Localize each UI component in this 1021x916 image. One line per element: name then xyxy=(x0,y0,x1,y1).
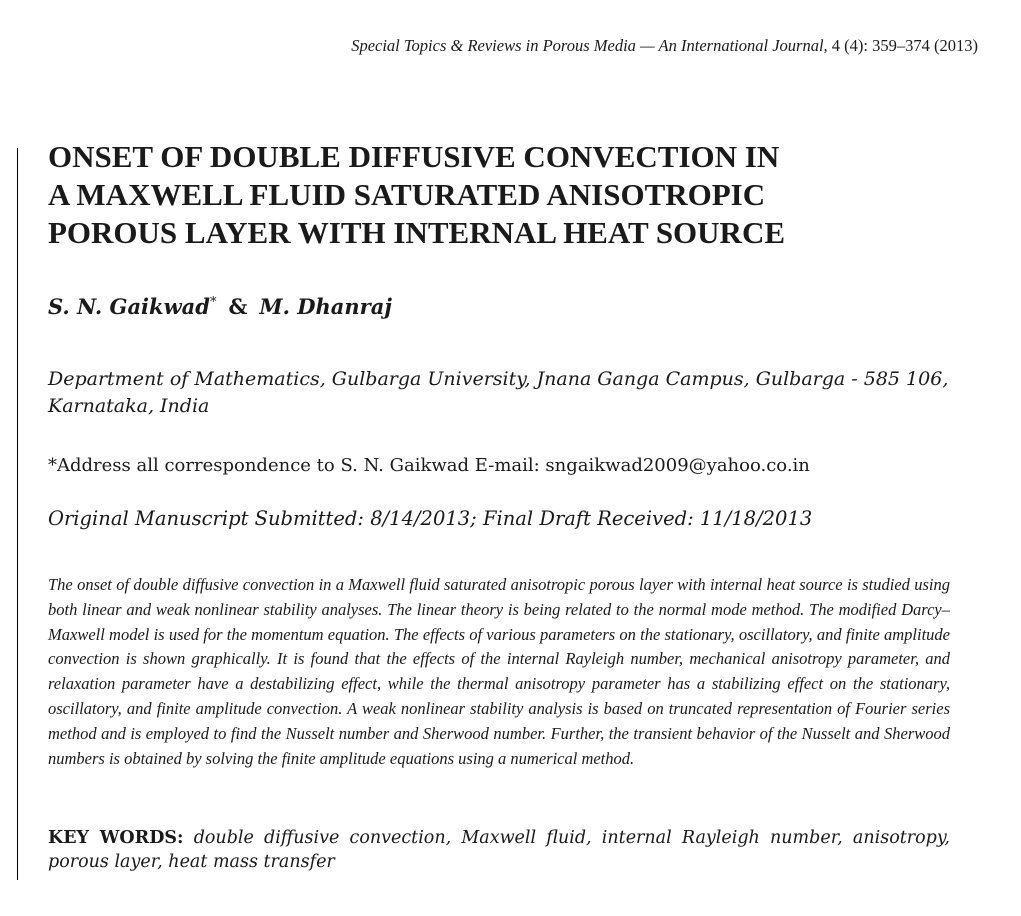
running-head xyxy=(351,36,978,56)
journal-citation: 4 (4): 359–374 (2013) xyxy=(831,36,978,55)
manuscript-dates: Original Manuscript Submitted: 8/14/2013; Final Draft Received: 11/18/2013 xyxy=(48,507,813,530)
affiliation-line: Department of Mathematics, Gulbarga University, Jnana Ganga Campus, Gulbarga - 585 106, xyxy=(48,368,949,390)
author-separator: & xyxy=(228,294,248,319)
journal-name: Special Topics & Reviews in Porous Media — An International Journal, xyxy=(351,36,828,55)
author-list xyxy=(48,294,392,319)
keywords-label: KEY WORDS: xyxy=(48,828,184,848)
correspondence-note: *Address all correspondence to S. N. Gaikwad E-mail: sngaikwad2009@yahoo.co.in xyxy=(48,455,810,476)
affiliation xyxy=(48,366,978,420)
keywords xyxy=(48,826,950,874)
margin-rule xyxy=(17,148,18,880)
author-name: M. Dhanraj xyxy=(259,294,392,319)
title-line: ONSET OF DOUBLE DIFFUSIVE CONVECTION IN xyxy=(48,139,780,174)
affiliation-line: Karnataka, India xyxy=(48,395,210,417)
corresponding-mark: * xyxy=(209,295,217,310)
keywords-text: double diffusive convection, Maxwell fluid, internal Rayleigh number, anisotropy, porous layer, heat mass transfer xyxy=(48,828,950,872)
title-line: POROUS LAYER WITH INTERNAL HEAT SOURCE xyxy=(48,215,786,250)
paper-title xyxy=(48,138,928,252)
title-line: A MAXWELL FLUID SATURATED ANISOTROPIC xyxy=(48,177,766,212)
abstract: The onset of double diffusive convection in a Maxwell fluid saturated anisotropic porous layer with internal heat source is studied using both linear and weak nonlinear stability analyses. The linear theory is being related to the normal mode method. The modified Darcy–Maxwell model is used for the momentum equation. The effects of various parameters on the stationary, oscillatory, and finite amplitude convection is shown graphically. It is found that the effects of the internal Rayleigh number, mechanical anisotropy parameter, and relaxation parameter have a destabilizing effect, while the thermal anisotropy parameter has a stabilizing effect on the stationary, oscillatory, and finite amplitude convection. A weak nonlinear stability analysis is based on truncated representation of Fourier series method and is employed to find the Nusselt number and Sherwood number. Further, the transient behavior of the Nusselt and Sherwood numbers is obtained by solving the finite amplitude equations using a numerical method. xyxy=(48,575,950,768)
author-name: S. N. Gaikwad xyxy=(48,294,210,319)
